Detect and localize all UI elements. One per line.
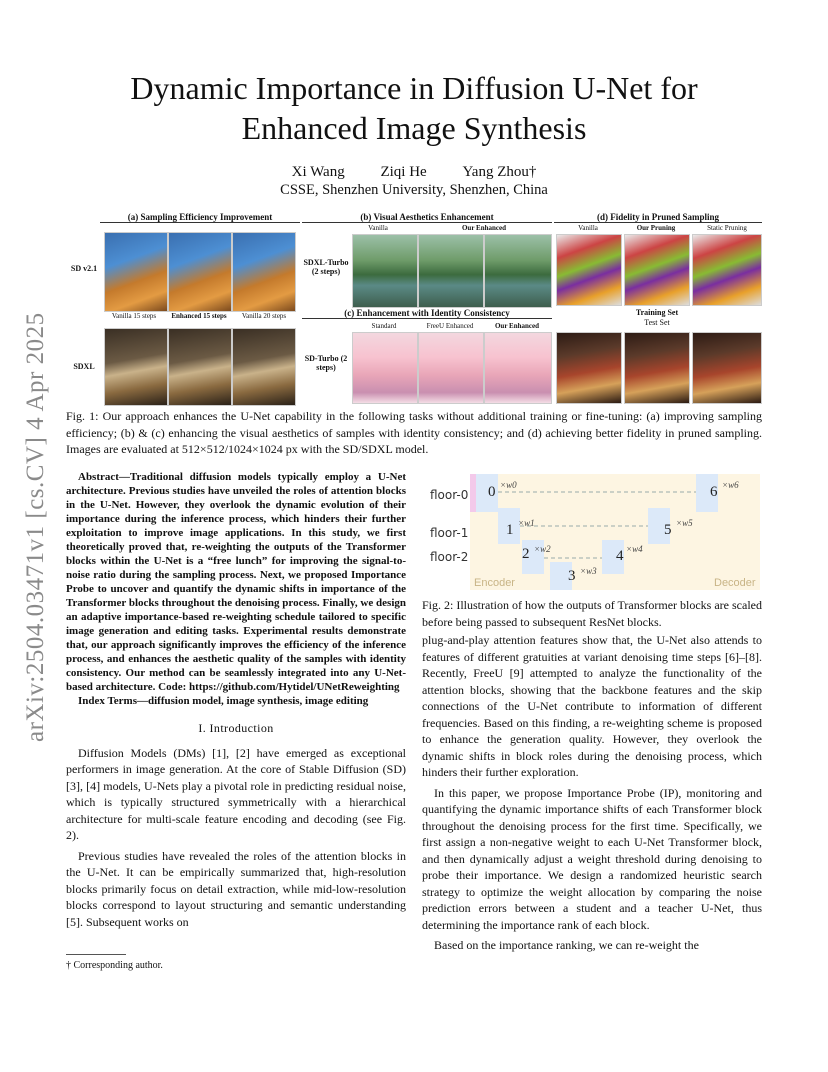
floor-2-label: floor-2 <box>430 550 469 564</box>
fox-image-vanilla20 <box>232 232 296 312</box>
encoder-label: Encoder <box>474 577 515 589</box>
fig1-title-b: (b) Visual Aesthetics Enhancement <box>302 212 552 223</box>
b-caption-vanilla: Vanilla <box>368 224 388 232</box>
juicer-image-vanilla <box>556 332 622 404</box>
block-3: 3 <box>568 568 576 584</box>
author-2: Ziqi He <box>380 164 427 180</box>
c-caption-freeu: FreeU Enhanced <box>426 322 474 330</box>
figure-2-caption: Fig. 2: Illustration of how the outputs of Transformer blocks are scaled before being passed to subsequent ResNet blocks. <box>422 598 762 629</box>
anime-image-ours <box>484 332 552 404</box>
block-0: 0 <box>488 484 496 500</box>
swamp-image-vanilla <box>352 234 418 308</box>
b-caption-enhanced: Our Enhanced <box>461 224 507 232</box>
lute-image-vanilla20 <box>232 328 296 406</box>
d-caption-static: Static Pruning <box>707 224 747 232</box>
fox-image-vanilla15 <box>104 232 168 312</box>
fig1-title-a: (a) Sampling Efficiency Improvement <box>100 212 300 223</box>
d-caption-vanilla: Vanilla <box>578 224 598 232</box>
d-caption-pruning: Our Pruning <box>636 224 676 232</box>
author-1: Xi Wang <box>291 164 345 180</box>
footnote: † Corresponding author. <box>66 960 163 971</box>
block-6: 6 <box>710 484 718 500</box>
author-list <box>70 164 758 181</box>
caption-vanilla15: Vanilla 15 steps <box>111 312 157 320</box>
lute-image-vanilla15 <box>104 328 168 406</box>
figure-1-caption: Fig. 1: Our approach enhances the U-Net capability in the following tasks without additional training or fine-tuning: (a) improving sampling efficiency; (b) & (c) enhancing the visual aesthetics of samples with identity consistency; and (d) achieving better fidelity in pruned sampling. Images are evaluated at 512×512/1024×1024 px with the SD/SDXL model. <box>66 409 762 456</box>
row-label-sdxl-turbo: SDXL-Turbo (2 steps) <box>303 258 349 276</box>
block-4: 4 <box>616 548 624 564</box>
c-caption-standard: Standard <box>371 322 397 330</box>
right-paragraph-3: Based on the importance ranking, we can re-weight the <box>434 938 699 952</box>
decoder-label: Decoder <box>714 577 756 589</box>
title-line-1: Dynamic Importance in Diffusion U-Net for <box>130 70 698 106</box>
fruit-image-vanilla <box>556 234 622 306</box>
fruit-image-static <box>692 234 762 306</box>
abstract: Abstract—Traditional diffusion models typically employ a U-Net architecture. Previous studies have unveiled the roles of attention blocks in the U-Net. However, they overlook the dynamic evolution of their importance during the inference process, which hinders their further exploitation to improve image applications. In this study, we first theoretically proved that, re-weighting the outputs of the Transformer blocks within the U-Net is a “free lunch” for improving the signal-to-noise ratio during the sampling process. Next, we proposed Importance Probe to uncover and quantify the dynamic shifts in importance of the Transformer blocks throughout the denoising process. Finally, we design an adaptive importance-based re-weighting schedule tailored to specific image generation and editing tasks. Experimental results demonstrate that, our approach significantly improves the efficiency of the inference process, and enhances the aesthetic quality of the samples with identity consistency. Our method can be seamlessly integrated into any U-Net-based architecture. Code: https://github.com/Hytidel/UNetReweighting <box>66 471 406 693</box>
row-label-sdxl: SDXL <box>73 362 95 371</box>
footnote-rule <box>66 954 126 955</box>
swamp-image-enhanced-1 <box>418 234 484 308</box>
fruit-image-pruning <box>624 234 690 306</box>
intro-paragraph-1: Diffusion Models (DMs) [1], [2] have emerged as exceptional performers in image generation. At the core of Stable Diffusion (SD) [3], [4] models, U-Nets play a pivotal role in predicting residual noise, which is typically structured symmetrically with a hierarchical architecture for multi-scale feature encoding and decoding (see Fig. 2). <box>66 745 406 842</box>
right-column <box>422 632 762 954</box>
block-1: 1 <box>506 522 514 538</box>
paper-title <box>70 68 758 148</box>
affiliation: CSSE, Shenzhen University, Shenzhen, China <box>280 182 548 198</box>
test-set-label: Test Set <box>644 318 670 327</box>
weight-0: ×w0 <box>500 480 517 490</box>
weight-6: ×w6 <box>722 480 739 490</box>
floor-1-label: floor-1 <box>430 526 469 540</box>
weight-5: ×w5 <box>676 518 693 528</box>
fig1-title-c: (c) Enhancement with Identity Consistency <box>302 308 552 319</box>
juicer-image-static <box>692 332 762 404</box>
section-heading: I. Introduction <box>198 721 274 735</box>
anime-image-freeu <box>418 332 484 404</box>
right-paragraph-1: plug-and-play attention features show that, the U-Net also attends to features of different gratuities at variant denoising time steps [6]–[8]. Recently, FreeU [9] attempted to analyze the functionality of the attention blocks, showing that the backbone features and the skip connections of the U-Net contribute to information of different frequencies. Based on this finding, a re-weighting scheme is proposed to enhance the generation quality. However, they overlook the dynamic shifts in block roles during the denoising process, which hinders their further exploration. <box>422 633 762 779</box>
block-5: 5 <box>664 522 672 538</box>
row-label-sd21: SD v2.1 <box>70 264 98 273</box>
fox-image-enhanced15 <box>168 232 232 312</box>
c-caption-ours: Our Enhanced <box>494 322 540 330</box>
right-paragraph-2: In this paper, we propose Importance Probe (IP), monitoring and quantifying the dynamic importance shifts of each Transformer block throughout the denoising process for the first time. Specifically, we first assign a non-negative weight to each U-Net Transformer block, and then dynamically adjust a weight threshold during denoising to probe their importance. We design a randomized heuristic search strategy to optimize the weight allocation by comparing the noise prediction errors between a student and a teacher U-Net, thus determining the importance rank of each block. <box>422 785 762 932</box>
anime-image-standard <box>352 332 418 404</box>
floor-0-label: floor-0 <box>430 488 469 502</box>
caption-enhanced15: Enhanced 15 steps <box>171 312 227 320</box>
juicer-image-pruning <box>624 332 690 404</box>
figure-1 <box>66 212 762 404</box>
block-2: 2 <box>522 546 530 562</box>
author-3: Yang Zhou† <box>462 164 537 180</box>
row-label-sd-turbo: SD-Turbo (2 steps) <box>304 354 348 372</box>
arxiv-stamp: arXiv:2504.03471v1 [cs.CV] 4 Apr 2025 <box>22 312 49 742</box>
weight-2: ×w2 <box>534 544 551 554</box>
left-column <box>66 470 406 930</box>
index-terms: Index Terms—diffusion model, image synthesis, image editing <box>78 695 369 707</box>
weight-4: ×w4 <box>626 544 643 554</box>
lute-image-enhanced15 <box>168 328 232 406</box>
fig1-title-d: (d) Fidelity in Pruned Sampling <box>554 212 762 223</box>
swamp-image-enhanced-2 <box>484 234 552 308</box>
weight-1: ×w1 <box>518 518 535 528</box>
training-set-label: Training Set <box>635 308 679 317</box>
weight-3: ×w3 <box>580 566 597 576</box>
intro-paragraph-2: Previous studies have revealed the roles of the attention blocks in the U-Net. It can be empirically summarized that, high-resolution blocks primarily focus on detail extraction, while mid-low-resolution blocks correspond to layout structuring and semantic understanding [5]. Subsequent works on <box>66 848 406 929</box>
title-line-2: Enhanced Image Synthesis <box>241 110 587 146</box>
figure-2 <box>426 474 762 590</box>
caption-vanilla20: Vanilla 20 steps <box>241 312 287 320</box>
